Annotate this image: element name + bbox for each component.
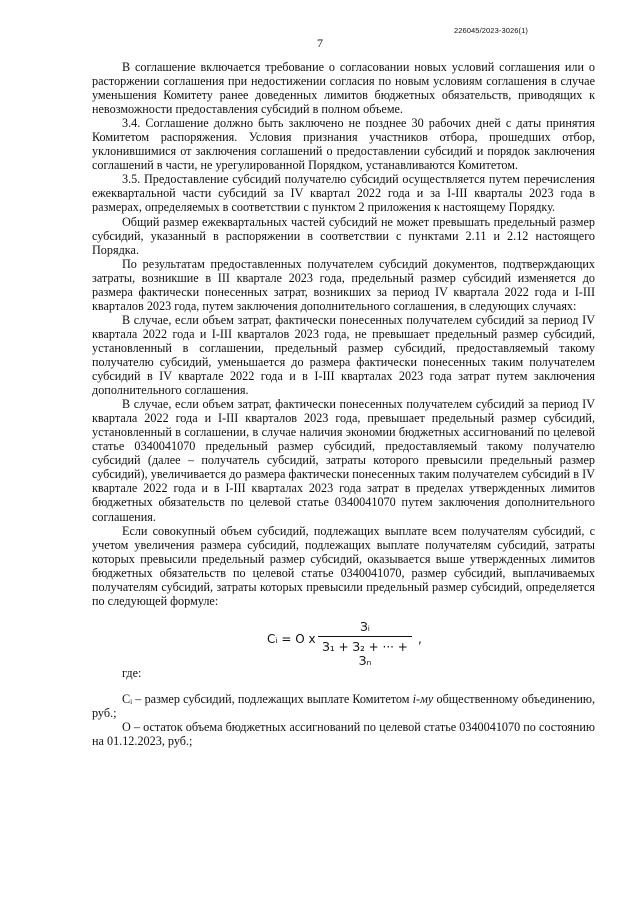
document-body (92, 60, 595, 748)
formula-fraction (318, 620, 412, 668)
formula-lhs: Cᵢ = O x (267, 631, 316, 646)
page-number: 7 (317, 36, 323, 50)
document-id: 226045/2023-3026(1) (453, 26, 528, 35)
formula-numerator: Зᵢ (318, 620, 412, 637)
paragraph-case-not-exceed: В случае, если объем затрат, фактически понесенных получателем субсидий за период IV квартала 2022 года и I-III кварталов 2023 года, не превышает предельный размер субсидий, установленный в соглашении, предельный размер субсидий, предоставляемый такому получателю субсидий, уменьшается до размера фактически понесенных таким получателем субсидий в IV квартале 2022 года и в I-III кварталах 2023 года затрат путем заключения дополнительного соглашения. (92, 312, 595, 398)
ci-text-after: общественному объединению, руб.; (92, 691, 595, 720)
paragraph-results: По результатам предоставленных получателем субсидий документов, подтверждающих затраты, возникшие в III квартале 2023 года, предельный размер субсидий изменяется до размера фактически понесенных затрат, возникших за период IV квартала 2022 года и I-III кварталов 2023 года, путем заключения дополнительного соглашения, в следующих случаях: (92, 256, 595, 313)
ci-text-before: – размер субсидий, подлежащих выплате Комитетом (132, 691, 413, 706)
paragraph-3-5: 3.5. Предоставление субсидий получателю субсидий осуществляется путем перечисления ежеквартальной части субсидий за IV квартал 2022 года и за I-III кварталы 2023 года в размерах, определяемых в соответствии с пунктом 2 приложения к настоящему Порядку. (92, 172, 595, 215)
definition-ci (92, 692, 595, 720)
paragraph-total-size: Общий размер ежеквартальных частей субсидий не может превышать предельный размер субсидий, указанный в распоряжении в соответствии с пунктами 2.11 и 2.12 настоящего Порядка. (92, 214, 595, 257)
formula-denominator: З₁ + З₂ + ··· + Зₙ (322, 639, 408, 668)
paragraph-agreement-terms: В соглашение включается требование о согласовании новых условий соглашения или о расторжении соглашения при недостижении согласия по новым условиям соглашения в случае уменьшения Комитету ранее доведенных лимитов бюджетных обязательств, приводящих к невозможности предоставления субсидий в полном объеме. (92, 60, 595, 117)
paragraph-total-volume: Если совокупный объем субсидий, подлежащих выплате всем получателям субсидий, с учетом увеличения размера субсидий, подлежащих выплате получателям субсидий, затраты которых превысили предельный размер субсидий, оказывается выше утвержденных лимитов бюджетных обязательств по целевой статье 0340041070, размер субсидий, выплачиваемых получателям субсидий, затраты которых превысили предельный размер субсидий, определяется по следующей формуле: (92, 523, 595, 608)
where-label: где: (122, 665, 142, 680)
subsidy-formula (92, 619, 595, 668)
ci-italic: i-му (412, 691, 434, 706)
paragraph-3-4: 3.4. Соглашение должно быть заключено не позднее 30 рабочих дней с даты принятия Комитетом распоряжения. Условия признания участников отбора, прошедших отбор, уклонившимися от заключения соглашений о предоставлении субсидий и порядок заключения соглашений в части, не урегулированной Порядком, устанавливаются Комитетом. (92, 116, 595, 173)
ci-symbol: Cᵢ (122, 691, 133, 706)
paragraph-case-exceed: В случае, если объем затрат, фактически понесенных получателем субсидий за период IV квартала 2022 года и I-III кварталов 2023 года, превышает предельный размер субсидий, установленный в соглашении, в случае наличия экономии бюджетных ассигнований по целевой статье 0340041070 предельный размер субсидий, предоставляемый такому получателю субсидий (далее – получатель субсидий, затраты которого превысили предельный размер субсидий), увеличивается до размера фактически понесенных таким получателем субсидий в IV квартале 2022 года и в I-III кварталах 2023 года затрат в пределах утвержденных лимитов бюджетных обязательств по целевой статье 0340041070 путем заключения дополнительного соглашения. (92, 397, 595, 524)
formula-comma: , (418, 631, 422, 646)
definition-o: О – остаток объема бюджетных ассигнований по целевой статье 0340041070 по состоянию на 01.12.2023, руб.; (92, 719, 595, 749)
